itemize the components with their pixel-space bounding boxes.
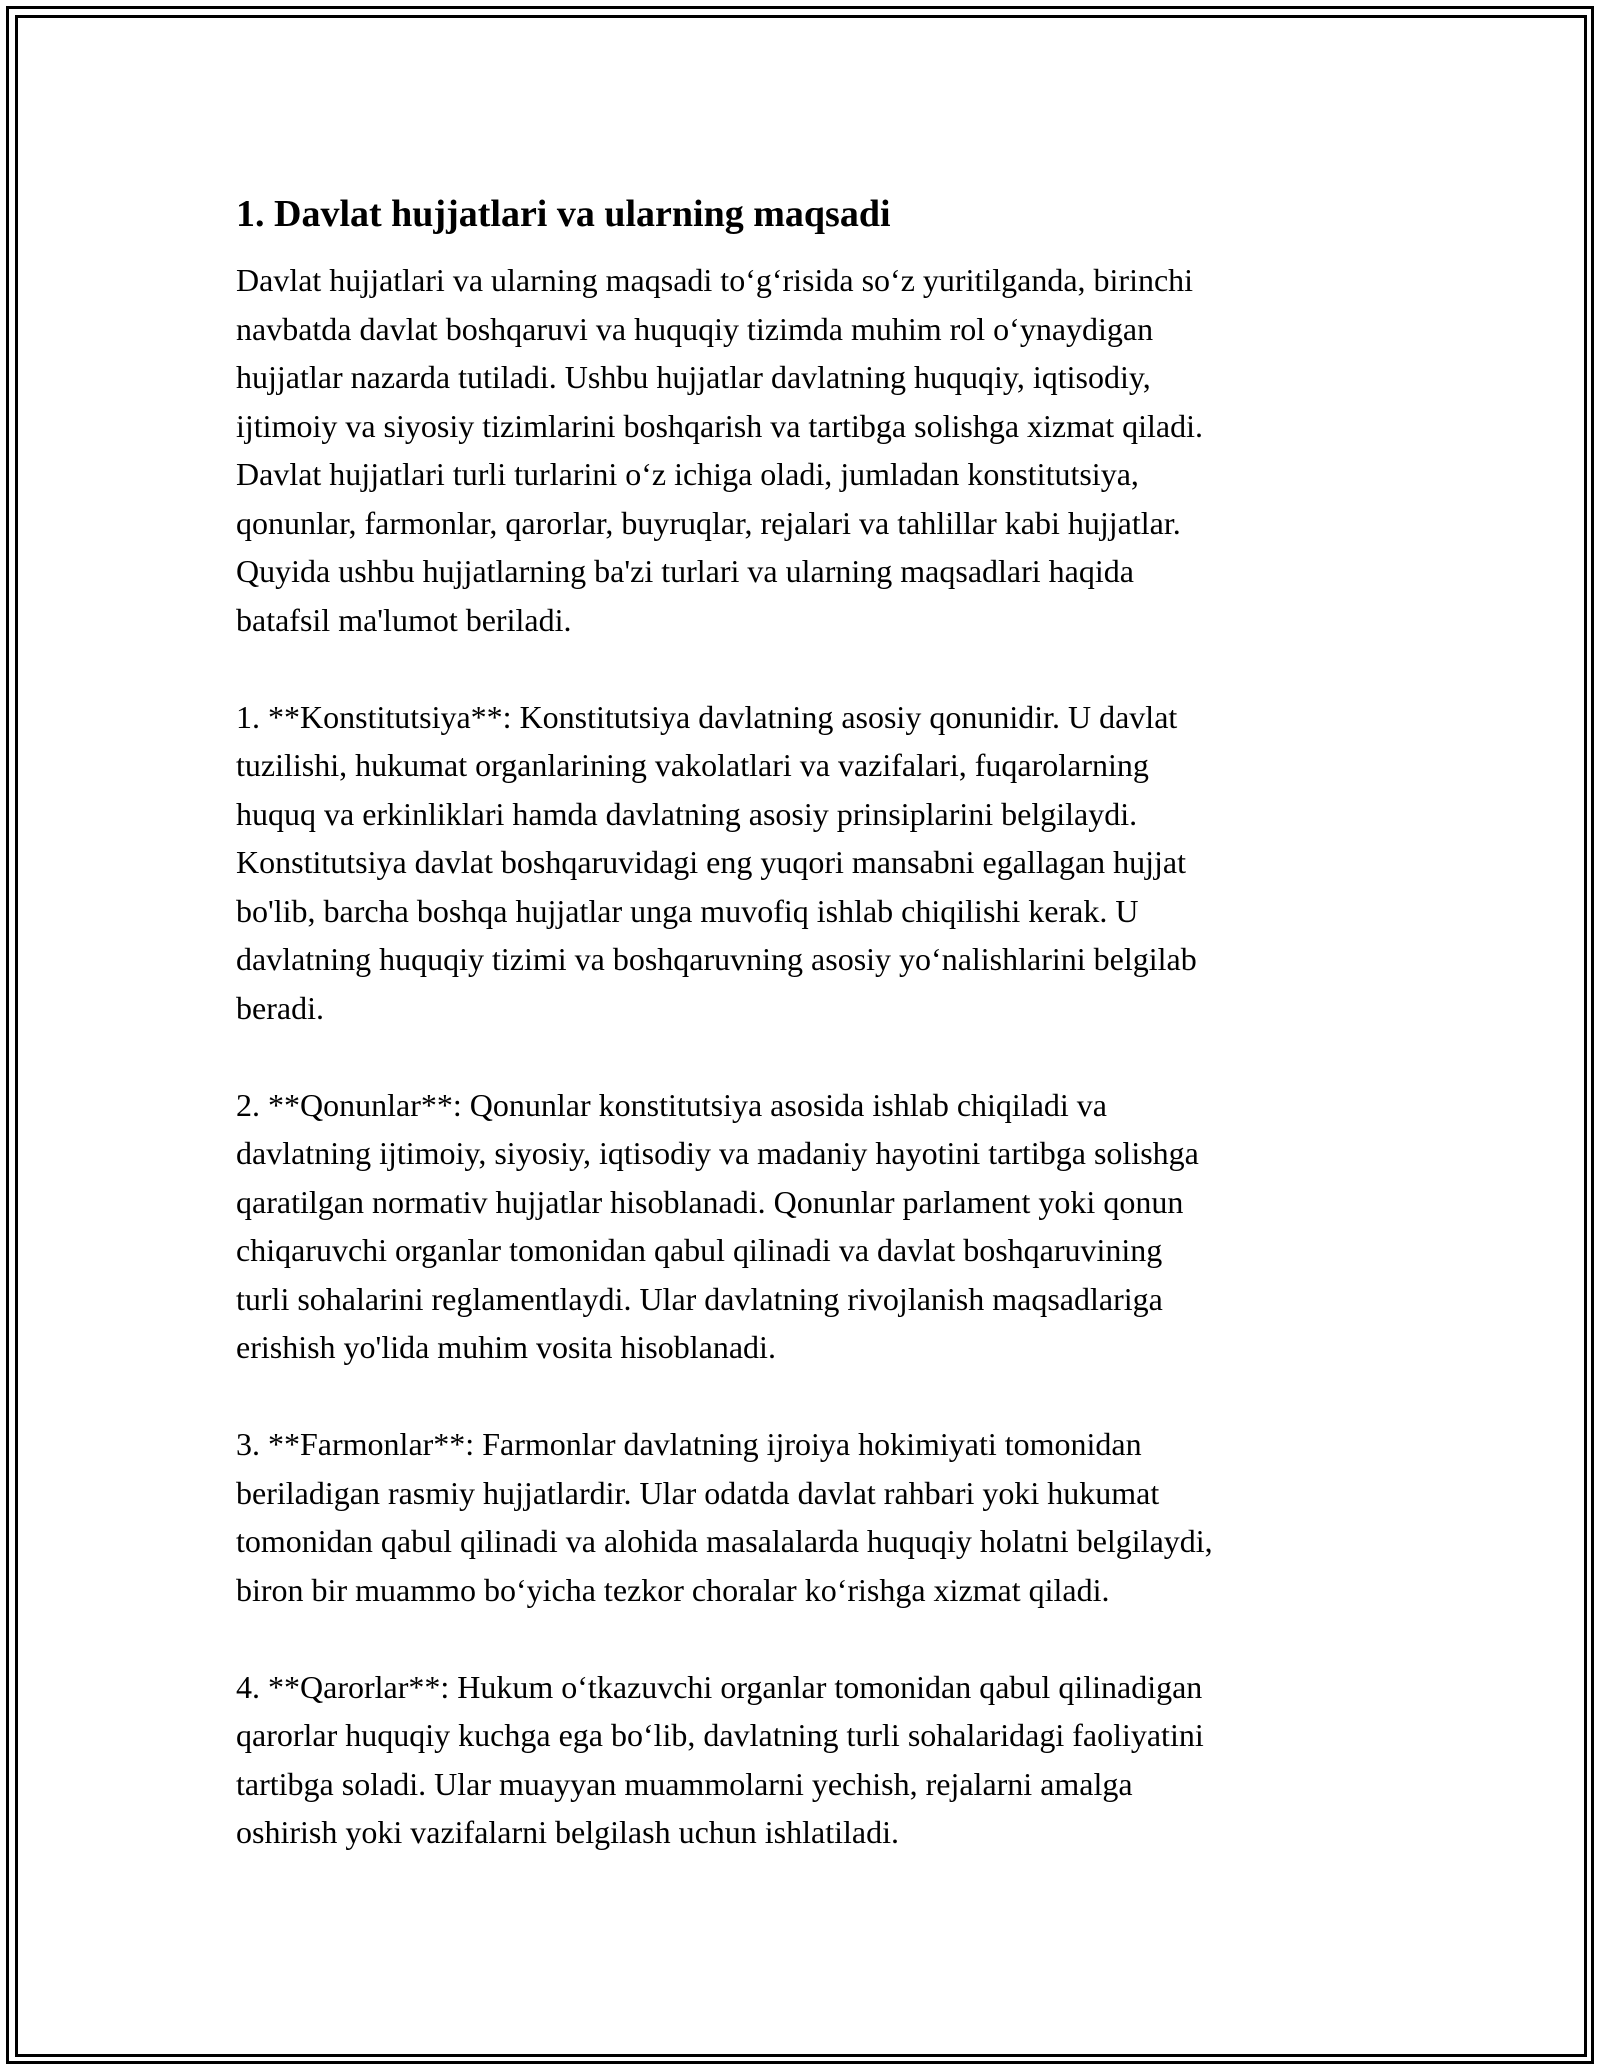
qarorlar-paragraph: 4. **Qarorlar**: Hukum o‘tkazuvchi organlar tomonidan qabul qilinadigan qarorlar huquqiy kuchga ega bo‘lib, davlatning turli sohalaridagi faoliyatini tartibga soladi. Ular muayyan muammolarni yechish, rejalarni amalga oshirish yoki vazifalarni belgilash uchun ishlatiladi.	[236, 1668, 1204, 1850]
farmonlar-paragraph: 3. **Farmonlar**: Farmonlar davlatning ijroiya hokimiyati tomonidan beriladigan rasmiy hujjatlardir. Ular odatda davlat rahbari yoki hukumat tomonidan qabul qilinadi va alohida masalalarda huquqiy holatni belgilaydi, biron bir muammo bo‘yicha tezkor choralar ko‘rishga xizmat qiladi.	[236, 1426, 1213, 1608]
konstitutsiya-paragraph: 1. **Konstitutsiya**: Konstitutsiya davlatning asosiy qonunidir. U davlat tuzilishi, hukumat organlarining vakolatlari va vazifalari, fuqarolarning huquq va erkinliklari hamda davlatning asosiy prinsiplarini belgilaydi. Konstitutsiya davlat boshqaruvidagi eng yuqori mansabni egallagan hujjat bo'lib, barcha boshqa hujjatlar unga muvofiq ishlab chiqilishi kerak. U davlatning huquqiy tizimi va boshqaruvning asosiy yo‘nalishlarini belgilab beradi.	[236, 698, 1197, 1026]
qonunlar-paragraph: 2. **Qonunlar**: Qonunlar konstitutsiya asosida ishlab chiqiladi va davlatning ijtimoiy, siyosiy, iqtisodiy va madaniy hayotini tartibga solishga qaratilgan normativ hujjatlar hisoblanadi. Qonunlar parlament yoki qonun chiqaruvchi organlar tomonidan qabul qilinadi va davlat boshqaruvining turli sohalarini reglamentlaydi. Ular davlatning rivojlanish maqsadlariga erishish yo'lida muhim vosita hisoblanadi.	[236, 1086, 1199, 1365]
section-heading: 1. Davlat hujjatlari va ularning maqsadi	[236, 193, 891, 235]
intro-paragraph: Davlat hujjatlari va ularning maqsadi to‘g‘risida so‘z yuritilganda, birinchi navbatda davlat boshqaruvi va huquqiy tizimda muhim rol o‘ynaydigan hujjatlar nazarda tutiladi. Ushbu hujjatlar davlatning huquqiy, iqtisodiy, ijtimoiy va siyosiy tizimlarini boshqarish va tartibga solishga xizmat qiladi. Davlat hujjatlari turli turlarini o‘z ichiga oladi, jumladan konstitutsiya, qonunlar, farmonlar, qarorlar, buyruqlar, rejalari va tahlillar kabi hujjatlar. Quyida ushbu hujjatlarning ba'zi turlari va ularning maqsadlari haqida batafsil ma'lumot beriladi.	[236, 262, 1203, 638]
document-body	[236, 186, 1386, 1905]
